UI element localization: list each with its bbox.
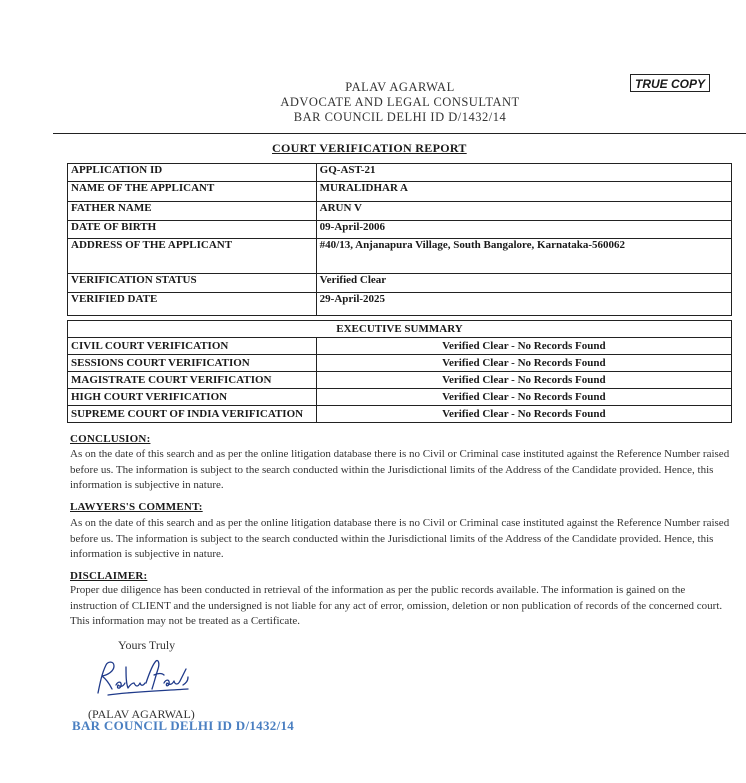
court-result: Verified Clear - No Records Found xyxy=(316,406,731,423)
detail-value: ARUN V xyxy=(316,202,731,221)
detail-label: DATE OF BIRTH xyxy=(68,221,317,239)
details-table xyxy=(67,163,732,316)
closing-text: Yours Truly xyxy=(118,638,176,652)
court-result: Verified Clear - No Records Found xyxy=(316,372,731,389)
detail-value: Verified Clear xyxy=(316,274,731,293)
table-row xyxy=(68,321,732,338)
court-label: MAGISTRATE COURT VERIFICATION xyxy=(68,372,317,389)
table-row xyxy=(68,406,732,423)
detail-value: 29-April-2025 xyxy=(316,293,731,316)
detail-label: NAME OF THE APPLICANT xyxy=(68,182,317,202)
conclusion-text: As on the date of this search and as per the online litigation database there is no Civil or Criminal case instituted against the Reference Number raised before us. The information is subject to the search conducted within the Jurisdictional limits of the Address of the Candidate provided. Hence, this information is subjective in nature. xyxy=(70,448,730,491)
signature-image xyxy=(88,655,198,700)
disclaimer-text: Proper due diligence has been conducted in retrieval of the information as per the public records available. The information is gained on the instruction of CLIENT and the undersigned is not liable for any act of error, omission, deletion or non publication of records of the concerned court. This information may not be treated as a Certificate. xyxy=(70,584,723,627)
detail-value: GQ-AST-21 xyxy=(316,164,731,182)
signatory-name: (PALAV AGARWAL) xyxy=(88,707,195,721)
court-label: SESSIONS COURT VERIFICATION xyxy=(68,355,317,372)
table-row xyxy=(68,372,732,389)
conclusion-heading: CONCLUSION: xyxy=(70,433,151,445)
court-label: HIGH COURT VERIFICATION xyxy=(68,389,317,406)
detail-label: FATHER NAME xyxy=(68,202,317,221)
detail-label: ADDRESS OF THE APPLICANT xyxy=(68,239,317,274)
table-row xyxy=(68,202,732,221)
disclaimer-heading: DISCLAIMER: xyxy=(70,570,148,582)
court-result: Verified Clear - No Records Found xyxy=(316,389,731,406)
advocate-profession: ADVOCATE AND LEGAL CONSULTANT xyxy=(280,95,520,109)
table-row xyxy=(68,293,732,316)
table-row xyxy=(68,274,732,293)
detail-value: #40/13, Anjanapura Village, South Bangalore, Karnataka-560062 xyxy=(316,239,731,274)
executive-summary-table xyxy=(67,320,732,423)
detail-label: VERIFICATION STATUS xyxy=(68,274,317,293)
report-title: COURT VERIFICATION REPORT xyxy=(272,141,467,155)
table-row xyxy=(68,239,732,274)
detail-label: VERIFIED DATE xyxy=(68,293,317,316)
lawyers-comment-heading: LAWYERS'S COMMENT: xyxy=(70,501,203,513)
table-row xyxy=(68,221,732,239)
advocate-name: PALAV AGARWAL xyxy=(345,80,455,94)
table-row xyxy=(68,389,732,406)
signatory-bar-id: BAR COUNCIL DELHI ID D/1432/14 xyxy=(72,718,295,733)
executive-summary-heading: EXECUTIVE SUMMARY xyxy=(68,321,732,338)
table-row xyxy=(68,164,732,182)
court-result: Verified Clear - No Records Found xyxy=(316,355,731,372)
detail-value: 09-April-2006 xyxy=(316,221,731,239)
detail-label: APPLICATION ID xyxy=(68,164,317,182)
table-row xyxy=(68,182,732,202)
table-row xyxy=(68,355,732,372)
header-divider xyxy=(53,133,746,134)
detail-value: MURALIDHAR A xyxy=(316,182,731,202)
court-result: Verified Clear - No Records Found xyxy=(316,338,731,355)
court-label: SUPREME COURT OF INDIA VERIFICATION xyxy=(68,406,317,423)
table-row xyxy=(68,338,732,355)
lawyers-comment-text: As on the date of this search and as per the online litigation database there is no Civil or Criminal case instituted against the Reference Number raised before us. The information is subject to the search conducted within the Jurisdictional limits of the Address of the Candidate provided. Hence, this information is subjective in nature. xyxy=(70,517,730,560)
header-bar-id: BAR COUNCIL DELHI ID D/1432/14 xyxy=(293,110,507,124)
true-copy-badge: TRUE COPY xyxy=(630,74,710,92)
court-label: CIVIL COURT VERIFICATION xyxy=(68,338,317,355)
